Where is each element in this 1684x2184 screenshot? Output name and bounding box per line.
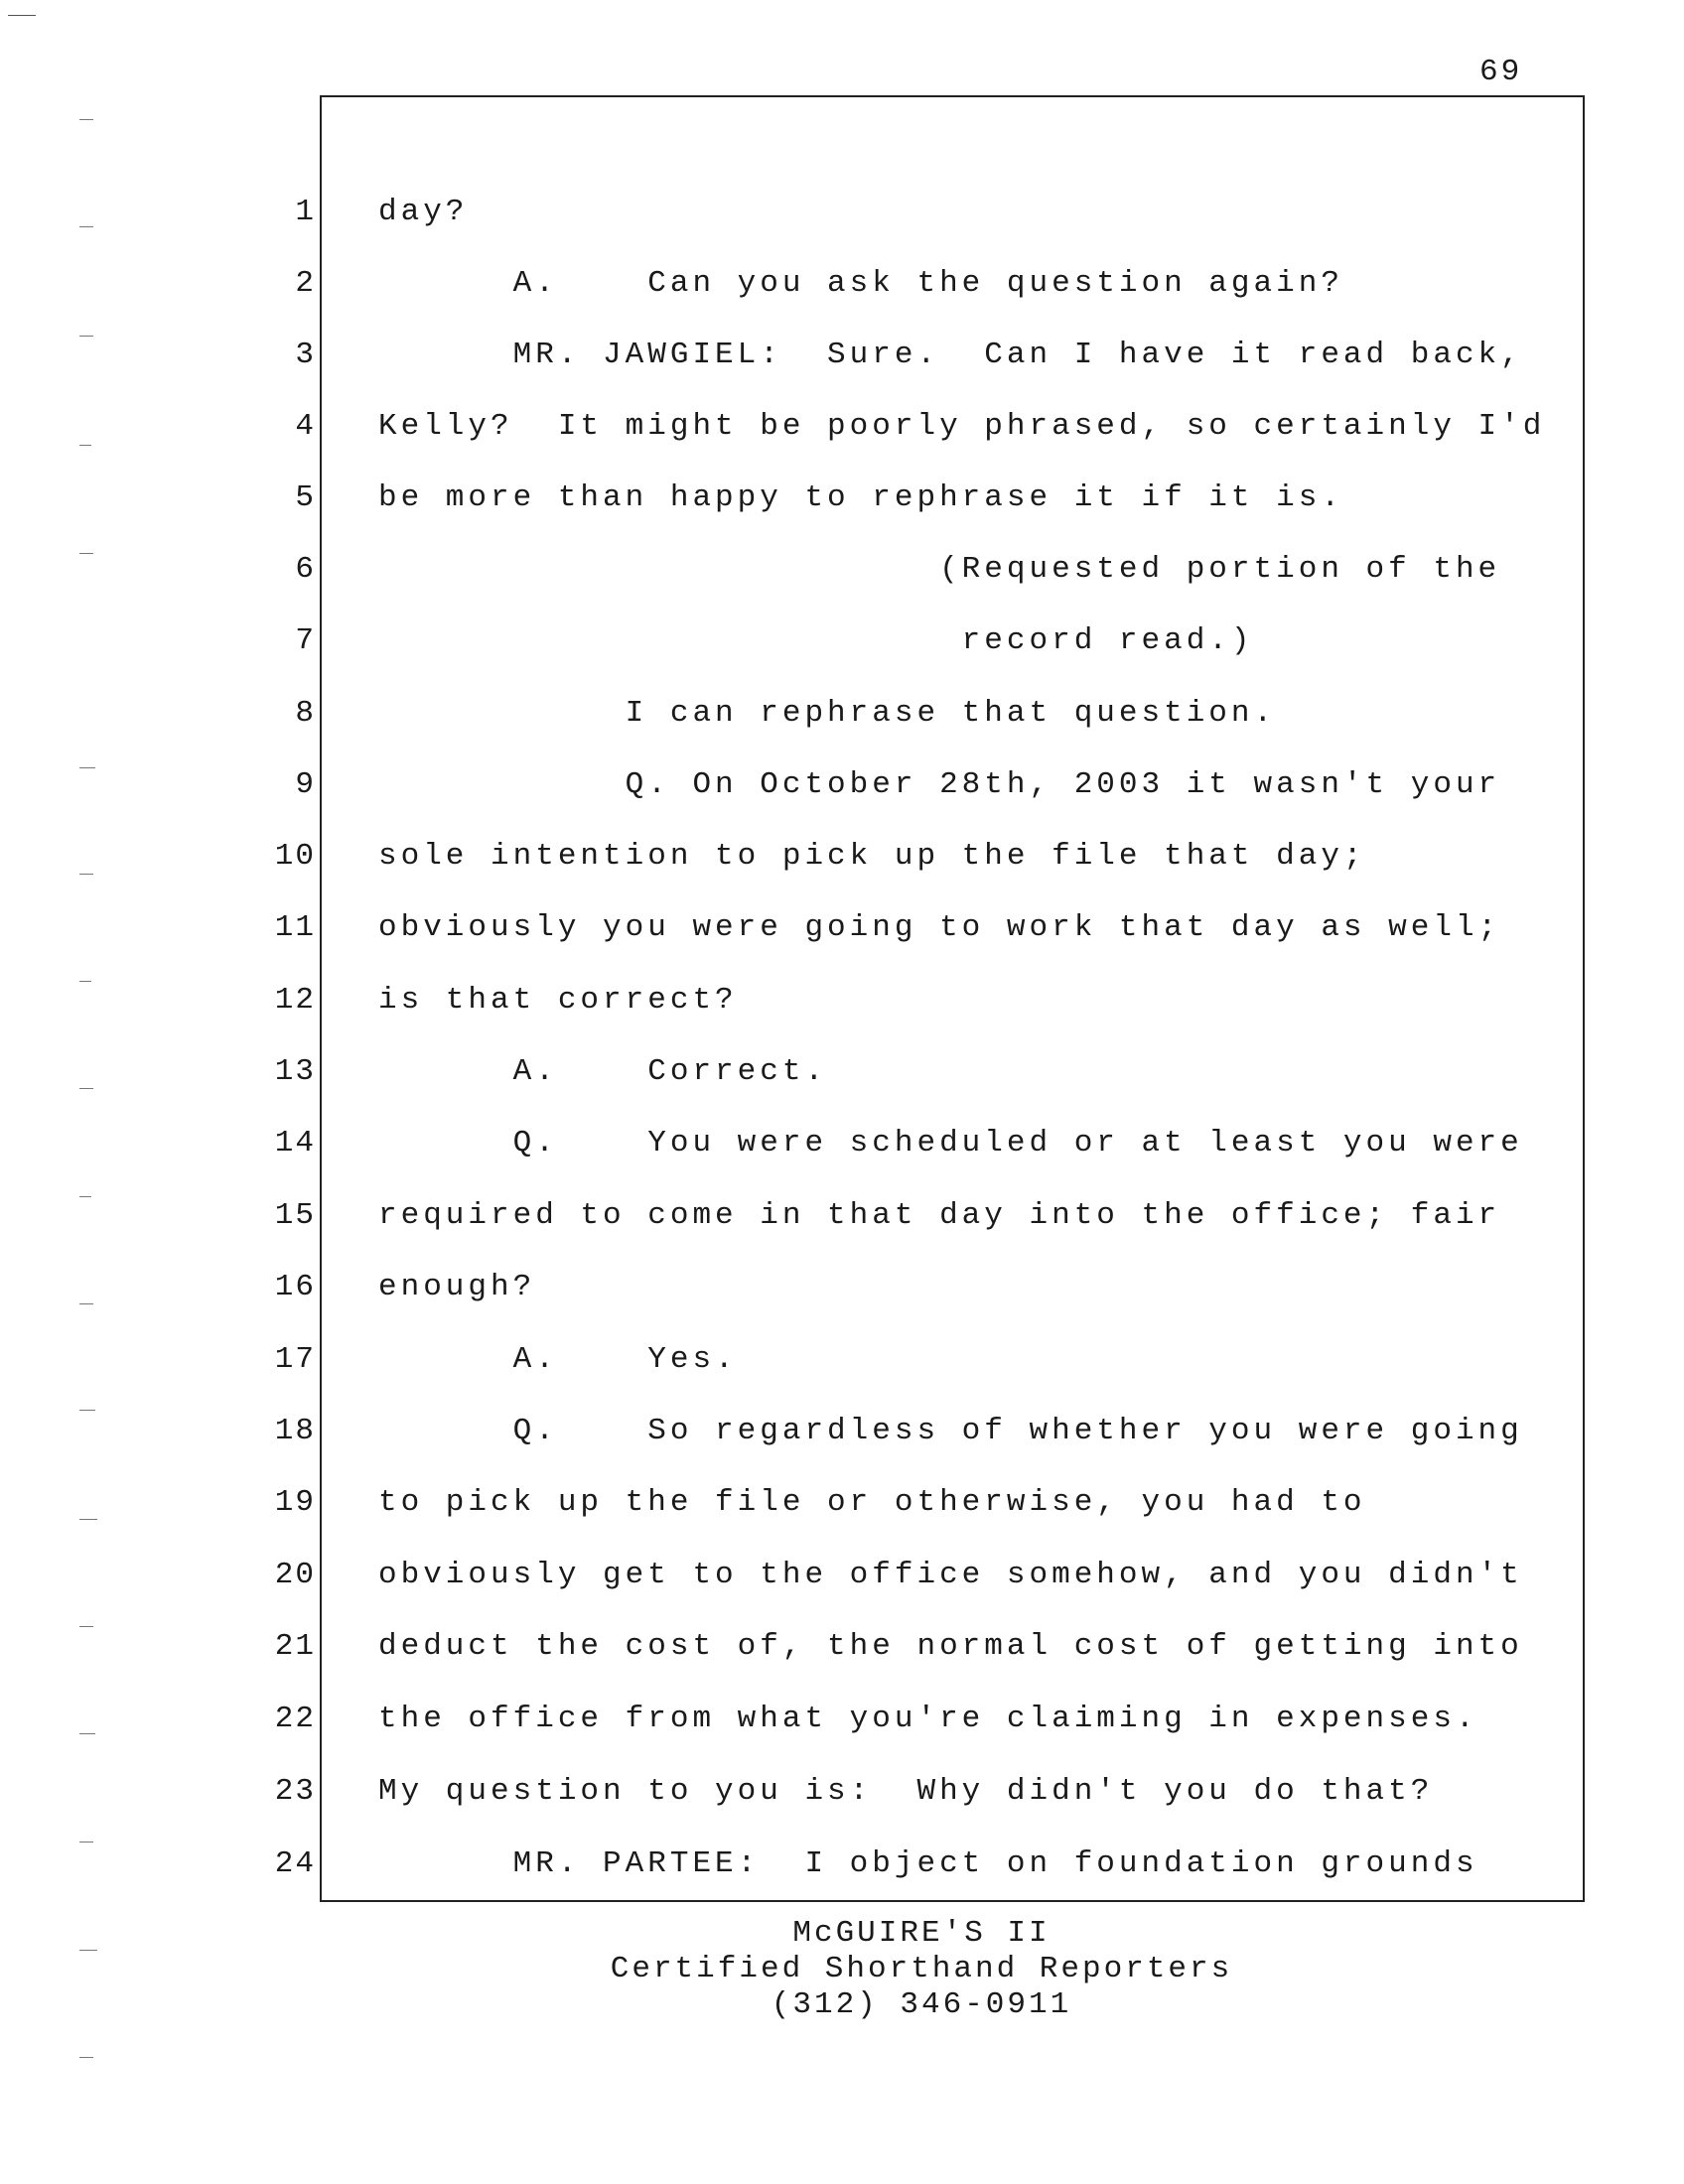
line-number: 13 — [274, 1054, 316, 1089]
transcript-line: (Requested portion of the — [378, 552, 1501, 587]
line-number: 14 — [274, 1126, 316, 1160]
line-number: 5 — [295, 480, 316, 515]
line-number: 17 — [274, 1342, 316, 1377]
line-number: 11 — [274, 910, 316, 945]
transcript-line: A. Can you ask the question again? — [378, 266, 1343, 301]
line-number: 22 — [274, 1702, 316, 1736]
reporter-title: Certified Shorthand Reporters — [610, 1952, 1233, 1986]
transcript-line: be more than happy to rephrase it if it is. — [378, 480, 1343, 515]
transcript-line: day? — [378, 195, 469, 229]
reporter-name: McGUIRE'S II — [792, 1916, 1051, 1951]
page-number: 69 — [1479, 55, 1523, 89]
left-margin-marks — [0, 0, 109, 2184]
transcript-line: A. Yes. — [378, 1342, 738, 1377]
line-number: 16 — [274, 1270, 316, 1304]
line-number: 7 — [295, 623, 316, 658]
line-number: 10 — [274, 839, 316, 874]
transcript-line: obviously get to the office somehow, and you didn't — [378, 1558, 1523, 1592]
line-number: 12 — [274, 983, 316, 1018]
line-number: 6 — [295, 552, 316, 587]
reporter-phone: (312) 346-0911 — [771, 1987, 1072, 2022]
transcript-line: deduct the cost of, the normal cost of getting into — [378, 1629, 1523, 1664]
transcript-line: sole intention to pick up the file that day; — [378, 839, 1366, 874]
transcript-line: I can rephrase that question. — [378, 696, 1277, 731]
line-number: 19 — [274, 1485, 316, 1520]
line-number: 20 — [274, 1558, 316, 1592]
transcript-line: MR. JAWGIEL: Sure. Can I have it read back, — [378, 338, 1523, 372]
transcript-line: to pick up the file or otherwise, you had to — [378, 1485, 1366, 1520]
transcript-line: Q. So regardless of whether you were going — [378, 1414, 1523, 1448]
line-number: 4 — [295, 409, 316, 444]
line-number: 15 — [274, 1198, 316, 1233]
transcript-line: Kelly? It might be poorly phrased, so certainly I'd — [378, 409, 1546, 444]
line-number: 9 — [295, 767, 316, 802]
transcript-line: the office from what you're claiming in expenses. — [378, 1702, 1478, 1736]
line-number: 8 — [295, 696, 316, 731]
line-number: 24 — [274, 1846, 316, 1881]
transcript-line: Q. On October 28th, 2003 it wasn't your — [378, 767, 1501, 802]
transcript-line: record read.) — [378, 623, 1254, 658]
transcript-line: Q. You were scheduled or at least you were — [378, 1126, 1523, 1160]
line-number: 3 — [295, 338, 316, 372]
reporter-footer — [0, 1916, 1684, 2023]
transcript-line: obviously you were going to work that day as well; — [378, 910, 1501, 945]
line-number: 23 — [274, 1774, 316, 1809]
transcript-line: MR. PARTEE: I object on foundation grounds — [378, 1846, 1478, 1881]
transcript-line: enough? — [378, 1270, 536, 1304]
transcript-line: required to come in that day into the office; fair — [378, 1198, 1501, 1233]
line-number: 21 — [274, 1629, 316, 1664]
transcript-line: is that correct? — [378, 983, 738, 1018]
transcript-line: My question to you is: Why didn't you do that? — [378, 1774, 1434, 1809]
line-number: 18 — [274, 1414, 316, 1448]
line-number: 1 — [295, 195, 316, 229]
line-number: 2 — [295, 266, 316, 301]
transcript-line: A. Correct. — [378, 1054, 828, 1089]
